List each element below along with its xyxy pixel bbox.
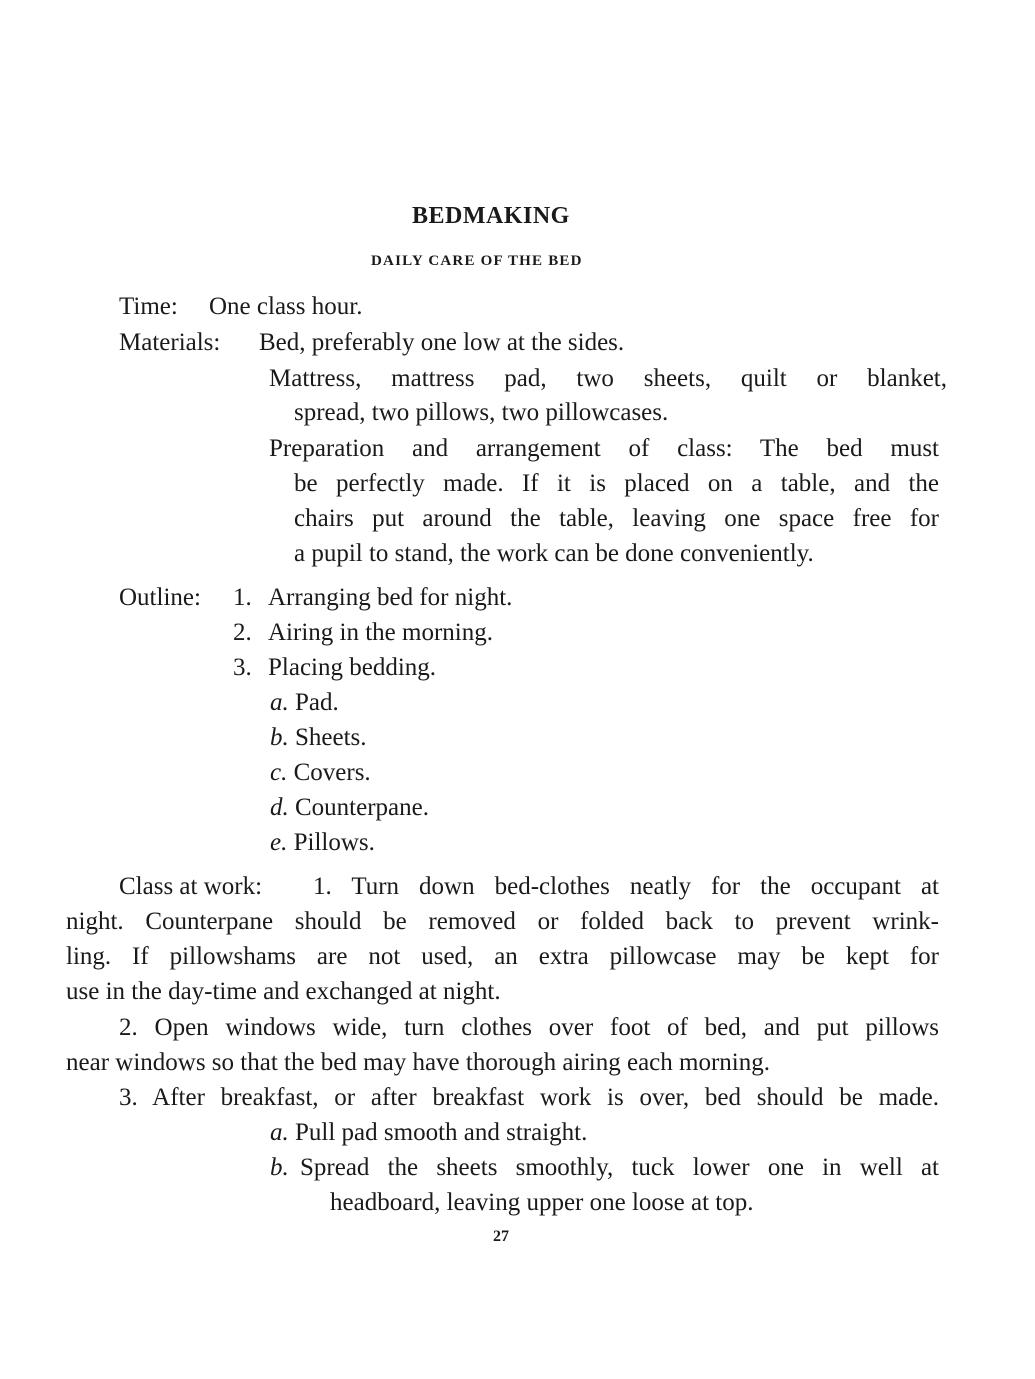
materials-line: Bed, preferably one low at the sides.	[259, 329, 625, 356]
materials-line: be perfectly made. If it is placed on a table, and the	[294, 470, 939, 497]
subitem-text: Covers.	[293, 759, 371, 786]
subitem-text: Pull pad smooth and straight.	[295, 1119, 588, 1146]
outline-item-number: 2.	[233, 619, 252, 646]
subitem-text: Counterpane.	[295, 794, 429, 821]
time-label: Time:	[119, 293, 178, 320]
work-subitem-text: Spread the sheets smoothly, tuck lower one in well at	[300, 1154, 939, 1181]
outline-item-text: Placing bedding.	[268, 654, 437, 681]
class-at-work-line: use in the day-time and exchanged at night.	[66, 978, 501, 1005]
class-at-work-line: 1. Turn down bed-clothes neatly for the occupant at	[313, 873, 939, 900]
outline-subitem	[270, 758, 371, 788]
outline-subitem	[270, 688, 339, 718]
materials-line: chairs put around the table, leaving one space free for	[294, 505, 939, 532]
class-at-work-line: ling. If pillowshams are not used, an extra pillowcase may be kept for	[66, 943, 939, 970]
materials-label: Materials:	[119, 329, 221, 356]
materials-line: spread, two pillows, two pillowcases.	[294, 399, 669, 426]
subitem-letter: d.	[270, 794, 289, 821]
time-value: One class hour.	[209, 293, 363, 320]
outline-item-text: Airing in the morning.	[268, 619, 493, 646]
subitem-letter: c.	[270, 759, 288, 786]
subitem-letter: a.	[270, 689, 289, 716]
subitem-text: Sheets.	[295, 724, 367, 751]
page-subtitle: DAILY CARE OF THE BED	[371, 253, 583, 269]
subitem-letter: a.	[270, 1119, 289, 1146]
class-at-work-line: near windows so that the bed may have thorough airing each morning.	[66, 1049, 770, 1076]
materials-line: Mattress, mattress pad, two sheets, quilt or blanket,	[269, 365, 947, 392]
subitem-letter: b.	[270, 724, 289, 751]
subitem-letter: e.	[270, 829, 288, 856]
materials-line: Preparation and arrangement of class: The bed must	[269, 435, 939, 462]
subitem-text: Pad.	[295, 689, 339, 716]
outline-item-text: Arranging bed for night.	[268, 584, 513, 611]
outline-subitem	[270, 828, 375, 858]
work-subitem-letter: b.	[270, 1154, 289, 1181]
work-subitem	[270, 1118, 587, 1148]
materials-line: a pupil to stand, the work can be done conveniently.	[294, 540, 814, 567]
outline-subitem	[270, 793, 429, 823]
class-at-work-line: night. Counterpane should be removed or folded back to prevent wrink-	[66, 908, 939, 935]
class-at-work-line: 2. Open windows wide, turn clothes over foot of bed, and put pillows	[119, 1014, 939, 1041]
class-at-work-line: 3. After breakfast, or after breakfast work is over, bed should be made.	[119, 1084, 939, 1111]
page-number: 27	[493, 1228, 509, 1245]
outline-item-number: 3.	[233, 654, 252, 681]
class-at-work-label: Class at work:	[119, 873, 263, 900]
subitem-text: Pillows.	[293, 829, 375, 856]
page-title: BEDMAKING	[412, 203, 570, 229]
outline-label: Outline:	[119, 584, 201, 611]
outline-item-number: 1.	[233, 584, 252, 611]
work-subitem-text: headboard, leaving upper one loose at top.	[330, 1189, 754, 1216]
outline-subitem	[270, 723, 367, 753]
